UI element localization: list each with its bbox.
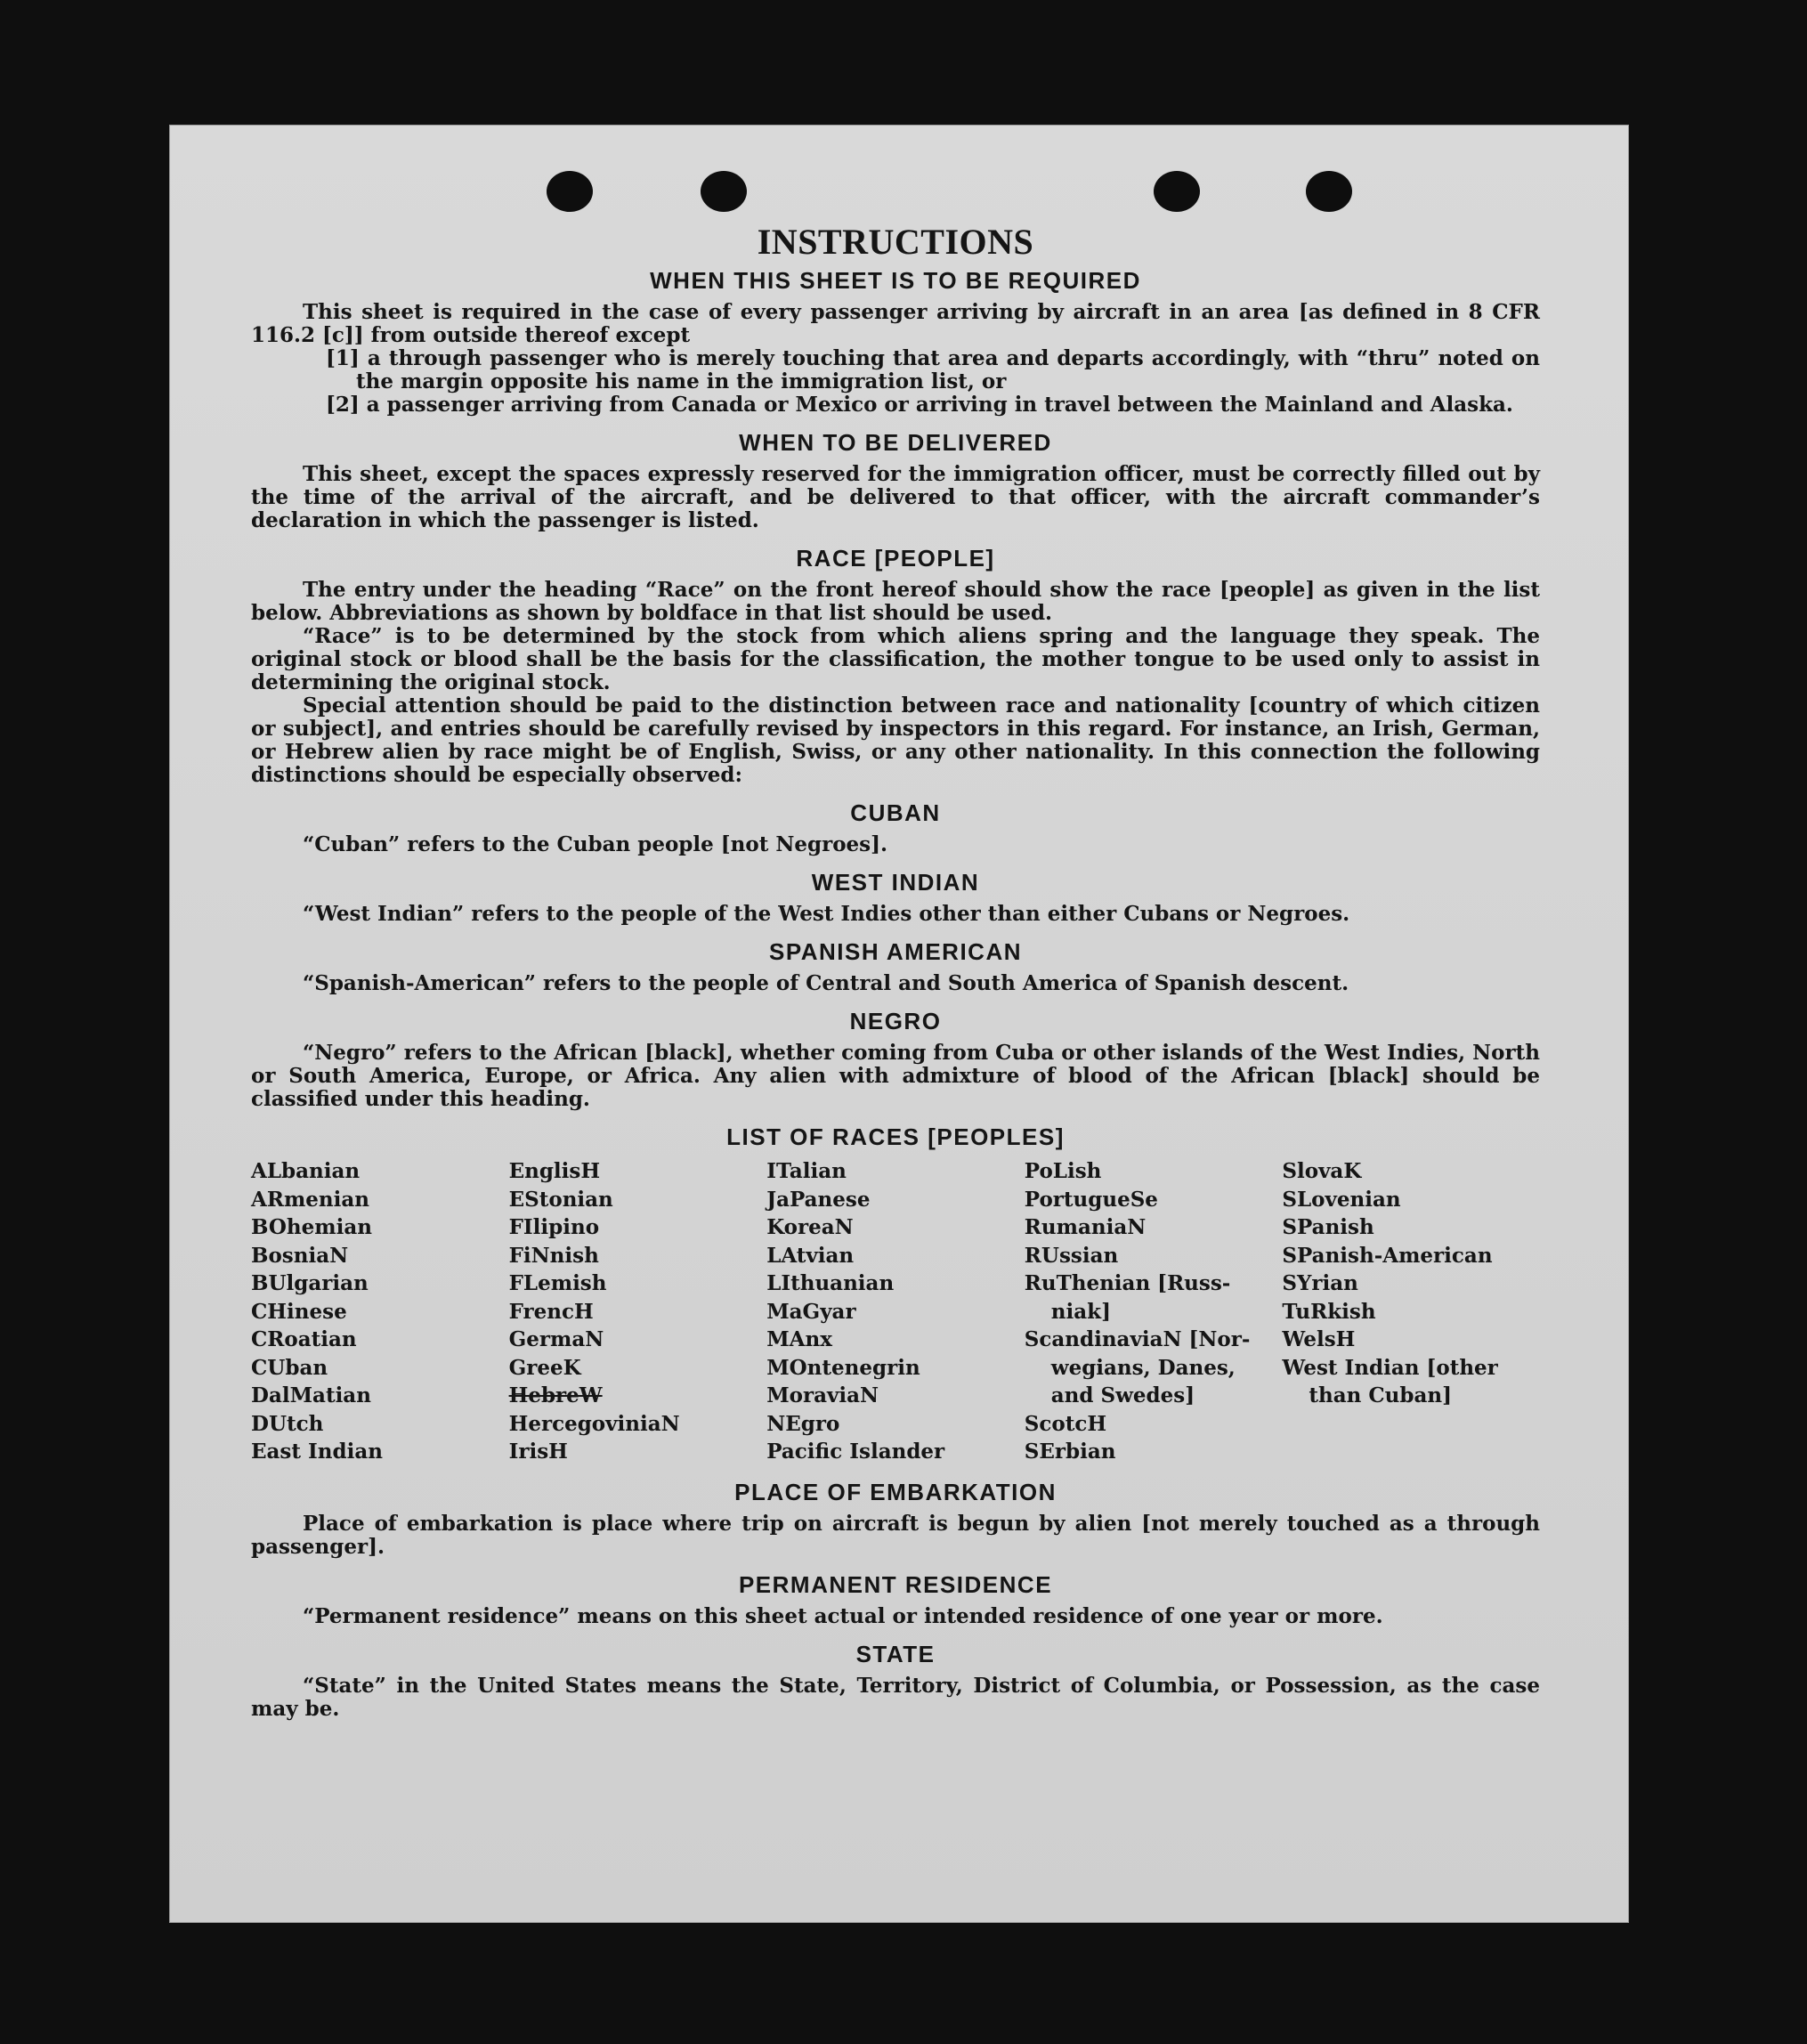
race-entry: BOhemian (251, 1215, 372, 1239)
race-entry: FrencH (508, 1299, 594, 1324)
race-entry: MAnx (766, 1327, 832, 1351)
race-paragraph: The entry under the heading “Race” on the front hereof should show the race [people] as given in the list below. Abbreviations as shown by boldface in that list should be used. (251, 578, 1540, 625)
race-entry: BosniaN (251, 1243, 349, 1268)
race-entry: West Indian [other (1282, 1355, 1498, 1380)
race-entry: TuRkish (1282, 1299, 1376, 1324)
section-heading-cuban: CUBAN (850, 799, 941, 826)
race-paragraph: Special attention should be paid to the distinction between race and nationality [country of which citizen or subject], and entries should be carefully revised by inspectors in this regard. For instance, an Irish, German, or Hebrew alien by race might be of English, Swiss, or any other nationality. In this connection the following distinctions should be especially observed: (251, 694, 1540, 787)
section-heading-list-of-races: LIST OF RACES [PEOPLES] (726, 1123, 1065, 1150)
race-entry: RUssian (1024, 1243, 1119, 1268)
section-heading-spanish-american: SPANISH AMERICAN (768, 938, 1022, 965)
race-entry: wegians, Danes, (1050, 1355, 1236, 1380)
race-entry: East Indian (251, 1440, 383, 1464)
section-heading-state: STATE (855, 1640, 936, 1667)
when-delivered-text: This sheet, except the spaces expressly reserved for the immigration officer, must be correctly filled out by the time of the arrival of the aircraft, and be delivered to that officer, with the aircraft commander’s declaration in which the passenger is listed. (251, 462, 1540, 532)
negro-text: “Negro” refers to the African [black], whether coming from Cuba or other islands of the West Indies, North or South America, Europe, or Africa. Any alien with admixture of blood of the African [black] should be classified under this heading. (251, 1041, 1540, 1111)
race-entry: ALbanian (251, 1159, 361, 1183)
page-title: INSTRUCTIONS (757, 222, 1034, 262)
races-column (251, 1157, 509, 1466)
race-entry: WelsH (1282, 1327, 1356, 1351)
place-of-embarkation-text: Place of embarkation is place where trip on aircraft is begun by alien [not merely touched as a through passenger]. (251, 1511, 1540, 1559)
section-heading-race: RACE [PEOPLE] (796, 545, 995, 572)
when-required-text: This sheet is required in the case of every passenger arriving by aircraft in an area [as defined in 8 CFR 116.2 [c]] from outside thereof except (251, 300, 1540, 347)
west-indian-text: “West Indian” refers to the people of the West Indies other than either Cubans or Negroes. (303, 902, 1350, 926)
race-entry: LIthuanian (766, 1271, 895, 1295)
state-text: “State” in the United States means the State, Territory, District of Columbia, or Possession, as the case may be. (251, 1673, 1540, 1721)
race-entry: RuThenian [Russ- (1024, 1271, 1231, 1295)
race-entry: EStonian (508, 1187, 613, 1212)
race-entry: IrisH (508, 1440, 568, 1464)
race-entry: LAtvian (766, 1243, 855, 1268)
race-entry: HercegoviniaN (508, 1411, 680, 1436)
race-entry: KoreaN (766, 1215, 854, 1239)
punch-hole (701, 171, 747, 212)
cuban-text: “Cuban” refers to the Cuban people [not Negroes]. (303, 832, 888, 856)
punch-hole (1306, 171, 1352, 212)
race-entry: SPanish-American (1282, 1243, 1493, 1268)
race-paragraph: “Race” is to be determined by the stock from which aliens spring and the language they speak. The original stock or blood shall be the basis for the classification, the mother tongue to be used only to assist in determining the original stock. (251, 624, 1540, 694)
race-entry: SPanish (1282, 1215, 1374, 1239)
races-column (766, 1157, 1025, 1466)
race-entry: FiNnish (508, 1243, 599, 1268)
race-entry: than Cuban] (1309, 1383, 1452, 1407)
races-column (509, 1157, 767, 1466)
exception-item: [1] a through passenger who is merely touching that area and departs accordingly, with “thru” noted on the margin opposite his name in the immigration list, or (326, 346, 1540, 393)
race-entry: EnglisH (508, 1159, 601, 1183)
race-entry: GreeK (508, 1355, 581, 1380)
race-entry: CHinese (251, 1299, 347, 1324)
race-entry: GermaN (508, 1327, 604, 1351)
race-entry: NEgro (766, 1411, 840, 1436)
race-entry: MOntenegrin (766, 1355, 920, 1380)
race-entry: SErbian (1024, 1440, 1116, 1464)
punch-hole (547, 171, 593, 212)
spanish-american-text: “Spanish-American” refers to the people of Central and South America of Spanish descent. (303, 971, 1349, 995)
section-heading-west-indian: WEST INDIAN (811, 869, 980, 896)
race-entry: niak] (1050, 1299, 1111, 1324)
exception-item: [2] a passenger arriving from Canada or Mexico or arriving in travel between the Mainland and Alaska. (326, 393, 1513, 417)
permanent-residence-text: “Permanent residence” means on this sheet actual or intended residence of one year or more. (303, 1603, 1383, 1628)
race-entry: RumaniaN (1024, 1215, 1147, 1239)
section-heading-negro: NEGRO (849, 1008, 942, 1034)
race-entry: ScotcH (1024, 1411, 1107, 1436)
race-entry: CUban (251, 1355, 328, 1380)
races-list (251, 1157, 1540, 1466)
section-heading-permanent-residence: PERMANENT RESIDENCE (738, 1570, 1053, 1598)
race-entry: CRoatian (251, 1327, 357, 1351)
race-entry: HebreW (508, 1383, 603, 1407)
race-entry: DUtch (251, 1411, 324, 1436)
document-page (169, 125, 1629, 1923)
races-column (1282, 1157, 1540, 1466)
race-entry: PoLish (1024, 1159, 1102, 1183)
race-entry: MaGyar (766, 1299, 856, 1324)
race-entry: ITalian (766, 1159, 847, 1183)
race-entry: SLovenian (1282, 1187, 1401, 1212)
races-column (1025, 1157, 1283, 1466)
punch-hole (1154, 171, 1200, 212)
race-entry: SlovaK (1282, 1159, 1362, 1183)
race-entry: ScandinaviaN [Nor- (1024, 1327, 1251, 1351)
race-entry: FLemish (508, 1271, 607, 1295)
instructions-content (251, 223, 1540, 1721)
race-entry: BUlgarian (251, 1271, 369, 1295)
section-heading-when-required: WHEN THIS SHEET IS TO BE REQUIRED (650, 267, 1141, 294)
race-entry: JaPanese (766, 1187, 871, 1212)
race-entry: and Swedes] (1050, 1383, 1195, 1407)
section-heading-place-of-embarkation: PLACE OF EMBARKATION (734, 1478, 1057, 1505)
race-entry: ARmenian (251, 1187, 370, 1212)
section-heading-when-delivered: WHEN TO BE DELIVERED (739, 429, 1052, 456)
race-entry: Pacific Islander (766, 1440, 945, 1464)
race-entry: PortugueSe (1024, 1187, 1158, 1212)
race-entry: SYrian (1282, 1271, 1358, 1295)
race-entry: FIlipino (508, 1215, 600, 1239)
race-entry: MoraviaN (766, 1383, 879, 1407)
race-entry: DalMatian (251, 1383, 371, 1407)
